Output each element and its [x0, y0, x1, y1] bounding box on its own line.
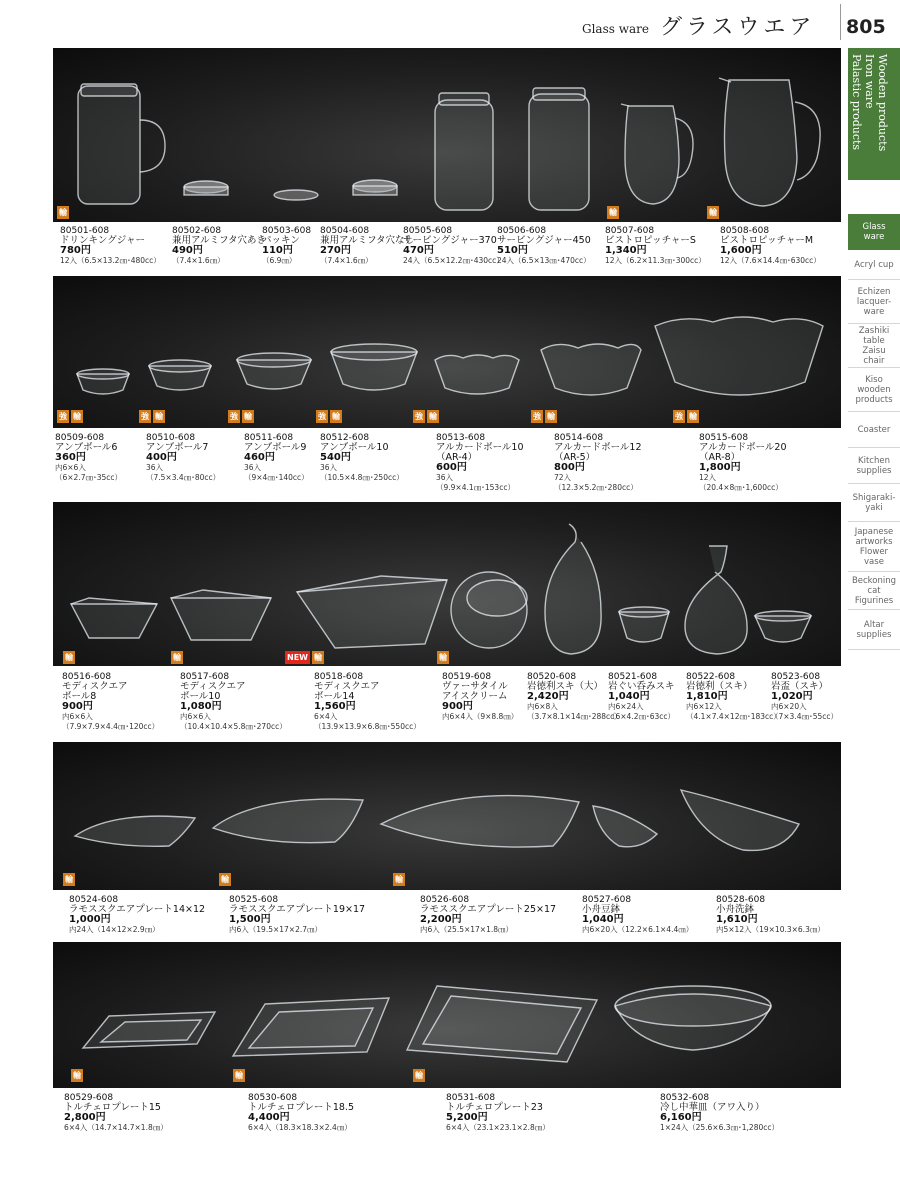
product-code: 80502-608 [172, 226, 222, 236]
product-detail: 24入（6.5×13㎝･470cc） [497, 256, 591, 265]
product-item [69, 895, 205, 935]
product-price: 1,340円 [605, 245, 647, 256]
product-name: パッキン [262, 235, 300, 246]
product-item [320, 226, 414, 266]
product-item [771, 672, 838, 722]
product-photo-panel-row3 [53, 502, 841, 666]
product-name: モディスクエア ボール10 [180, 681, 246, 702]
product-price: 110円 [262, 245, 293, 256]
import-badge: 輸 [221, 875, 229, 884]
product-item [320, 433, 404, 483]
strong-badge: 強 [415, 412, 423, 421]
product-photo-panel-row2 [53, 276, 841, 428]
product-item [446, 1093, 550, 1133]
product-name: アンブボール7 [146, 442, 209, 453]
product-price: 2,200円 [420, 914, 462, 925]
product-price: 1,600円 [720, 245, 762, 256]
import-badge: 輸 [429, 412, 437, 421]
product-price: 1,040円 [582, 914, 624, 925]
product-code: 80508-608 [720, 226, 770, 236]
product-name: ビストロピッチャーS [605, 235, 696, 246]
product-code: 80531-608 [446, 1093, 496, 1103]
product-item [442, 672, 518, 722]
import-badge: 輸 [235, 1071, 243, 1080]
import-badge: 輸 [395, 875, 403, 884]
product-code: 80506-608 [497, 226, 547, 236]
product-detail: 内6×12入 （4.1×7.4×12㎝･183cc） [686, 702, 781, 721]
product-item [180, 672, 287, 732]
product-item [172, 226, 266, 266]
product-photo-panel-row1 [53, 48, 841, 222]
product-name: トルチェロプレート15 [64, 1102, 161, 1113]
product-code: 80510-608 [146, 433, 196, 443]
product-detail: 1×24入（25.6×6.3㎝･1,280cc） [660, 1123, 779, 1132]
product-name: 岩徳利スキ（大） [527, 681, 604, 692]
product-item [403, 226, 504, 266]
product-price: 400円 [146, 452, 177, 463]
sidebar-item[interactable]: Kitchen supplies [848, 448, 900, 484]
product-item [660, 1093, 779, 1133]
product-name: サービングジャー450 [497, 235, 591, 246]
product-detail: 12入（7.6×14.4㎝･630cc） [720, 256, 821, 265]
product-code: 80519-608 [442, 672, 492, 682]
product-item [60, 226, 161, 266]
sidebar-nav [848, 214, 900, 650]
product-code: 80503-608 [262, 226, 312, 236]
product-item [248, 1093, 354, 1133]
product-price: 360円 [55, 452, 86, 463]
product-price: 1,610円 [716, 914, 758, 925]
glassware-illustration [53, 276, 841, 428]
product-detail: 内6×6入 （7.9×7.9×4.4㎝･120cc） [62, 712, 160, 731]
product-code: 80501-608 [60, 226, 110, 236]
product-name: ヴァーサタイル アイスクリーム [442, 681, 508, 702]
header-title-jp: グラスウエア [660, 15, 816, 40]
product-item [699, 433, 787, 493]
product-name: アンブボール10 [320, 442, 389, 453]
product-item [55, 433, 122, 483]
product-detail: 内6×20入 （7×3.4㎝･55cc） [771, 702, 839, 721]
product-name: 岩徳利（スキ） [686, 681, 753, 692]
strong-badge: 強 [318, 412, 326, 421]
product-detail: 6×4入（23.1×23.1×2.8㎝） [446, 1123, 550, 1132]
product-item [497, 226, 591, 266]
product-code: 80524-608 [69, 895, 119, 905]
product-code: 80515-608 [699, 433, 749, 443]
import-badge: 輸 [59, 208, 67, 217]
product-detail: 内6入（25.5×17×1.8㎝） [420, 925, 514, 934]
product-item [420, 895, 556, 935]
product-item [62, 672, 159, 732]
sidebar-item[interactable]: Altar supplies [848, 610, 900, 650]
product-code: 80504-608 [320, 226, 370, 236]
product-price: 900円 [62, 701, 93, 712]
import-badge: 輸 [73, 1071, 81, 1080]
strong-badge: 強 [141, 412, 149, 421]
product-item [64, 1093, 168, 1133]
product-name: 岩ぐい呑みスキ [608, 681, 675, 692]
product-code: 80505-608 [403, 226, 453, 236]
product-price: 1,040円 [608, 691, 650, 702]
product-detail: 6×4入（14.7×14.7×1.8㎝） [64, 1123, 168, 1132]
import-badge: 輸 [609, 208, 617, 217]
header-divider [840, 4, 841, 40]
product-price: 6,160円 [660, 1112, 702, 1123]
product-detail: 内6×20入（12.2×6.1×4.4㎝） [582, 925, 694, 934]
product-code: 80517-608 [180, 672, 230, 682]
sidebar-item[interactable]: Glass ware [848, 214, 900, 250]
product-code: 80512-608 [320, 433, 370, 443]
product-code: 80526-608 [420, 895, 470, 905]
product-code: 80523-608 [771, 672, 821, 682]
product-name: トルチェロプレート18.5 [248, 1102, 354, 1113]
strong-badge: 強 [675, 412, 683, 421]
product-price: 490円 [172, 245, 203, 256]
product-name: 小舟洗鉢 [716, 904, 755, 915]
product-detail: 内6×8入 （3.7×8.1×14㎝･288cc） [527, 702, 622, 721]
product-code: 80509-608 [55, 433, 105, 443]
product-price: 4,400円 [248, 1112, 290, 1123]
import-badge: 輸 [155, 412, 163, 421]
import-badge: 輸 [547, 412, 555, 421]
product-name: アルカードボール10 （AR-4） [436, 442, 524, 463]
product-detail: 12入（6.2×11.3㎝･300cc） [605, 256, 706, 265]
product-price: 510円 [497, 245, 528, 256]
product-code: 80520-608 [527, 672, 577, 682]
product-detail: 内24入（14×12×2.9㎝） [69, 925, 160, 934]
product-price: 1,500円 [229, 914, 271, 925]
sidebar-item[interactable]: Zashiki table Zaisu chair [848, 324, 900, 368]
badge-group [707, 206, 719, 219]
strong-badge: 強 [533, 412, 541, 421]
sidebar-item[interactable]: Shigaraki- yaki [848, 484, 900, 522]
product-name: 兼用アルミフタ穴なし [320, 235, 414, 246]
product-name: トルチェロプレート23 [446, 1102, 543, 1113]
product-item [314, 672, 421, 732]
glassware-illustration [53, 48, 841, 222]
product-code: 80530-608 [248, 1093, 298, 1103]
glassware-illustration [53, 942, 841, 1088]
strong-badge: 強 [59, 412, 67, 421]
product-item [146, 433, 220, 483]
header-title-en: Glass ware [582, 22, 649, 36]
product-code: 80516-608 [62, 672, 112, 682]
import-badge: 輸 [709, 208, 717, 217]
product-item [244, 433, 309, 483]
product-price: 540円 [320, 452, 351, 463]
product-name: ラモススクエアプレート19×17 [229, 904, 366, 915]
product-item [229, 895, 365, 935]
product-item [686, 672, 781, 722]
product-detail: 36入 （10.5×4.8㎝･250cc） [320, 463, 404, 482]
product-detail: 内6×6入 （10.4×10.4×5.8㎝･270cc） [180, 712, 287, 731]
import-badge: 輸 [73, 412, 81, 421]
glassware-illustration [53, 502, 841, 666]
page-number: 805 [846, 16, 886, 38]
product-code: 80521-608 [608, 672, 658, 682]
product-detail: 36入 （9×4㎝･140cc） [244, 463, 309, 482]
new-badge: NEW [287, 653, 308, 662]
product-detail: （7.4×1.6㎝） [320, 256, 373, 265]
badge-group [607, 206, 619, 219]
product-detail: 12入（6.5×13.2㎝･480cc） [60, 256, 161, 265]
product-name: ドリンキングジャー [60, 235, 146, 246]
product-detail: 内6×4入（9×8.8㎝） [442, 712, 519, 721]
product-name: アルカードボール20 （AR-8） [699, 442, 787, 463]
product-price: 600円 [436, 462, 467, 473]
strong-badge: 強 [230, 412, 238, 421]
sidebar-item[interactable]: Japanese artworks Flower vase [848, 522, 900, 572]
product-detail: （7.4×1.6㎝） [172, 256, 225, 265]
product-price: 470円 [403, 245, 434, 256]
product-detail: 内6×6入 （6×2.7㎝･35cc） [55, 463, 123, 482]
product-item [262, 226, 311, 266]
import-badge: 輸 [173, 653, 181, 662]
product-price: 1,080円 [180, 701, 222, 712]
product-price: 900円 [442, 701, 473, 712]
product-detail: （6.9㎝） [262, 256, 297, 265]
product-code: 80529-608 [64, 1093, 114, 1103]
import-badge: 輸 [65, 875, 73, 884]
product-code: 80532-608 [660, 1093, 710, 1103]
product-code: 80525-608 [229, 895, 279, 905]
product-detail: 内6入（19.5×17×2.7㎝） [229, 925, 323, 934]
product-item [582, 895, 693, 935]
product-price: 1,810円 [686, 691, 728, 702]
product-price: 270円 [320, 245, 351, 256]
product-detail: 内6×24入 （6×4.2㎝･63cc） [608, 702, 676, 721]
product-price: 5,200円 [446, 1112, 488, 1123]
product-code: 80528-608 [716, 895, 766, 905]
product-code: 80511-608 [244, 433, 294, 443]
sidebar-item[interactable]: Beckoning cat Figurines [848, 572, 900, 610]
product-detail: 6×4入（18.3×18.3×2.4㎝） [248, 1123, 352, 1132]
product-photo-panel-row5 [53, 942, 841, 1088]
import-badge: 輸 [415, 1071, 423, 1080]
product-name: モディスクエア ボール8 [62, 681, 128, 702]
product-name: 兼用アルミフタ穴あき [172, 235, 266, 246]
product-item [554, 433, 642, 493]
product-detail: 36入 （7.5×3.4㎝･80cc） [146, 463, 221, 482]
product-name: ビストロピッチャーM [720, 235, 814, 246]
product-detail: 72入 （12.3×5.2㎝･280cc） [554, 473, 638, 492]
product-price: 1,560円 [314, 701, 356, 712]
product-name: アンブボール6 [55, 442, 118, 453]
product-price: 2,800円 [64, 1112, 106, 1123]
product-name: ラモススクエアプレート25×17 [420, 904, 557, 915]
product-detail: 12入 （20.4×8㎝･1,600cc） [699, 473, 783, 492]
sidebar-item[interactable]: Kiso wooden products [848, 368, 900, 412]
glassware-illustration [53, 742, 841, 890]
sidebar-item[interactable]: Echizen lacquer- ware [848, 280, 900, 324]
product-name: モディスクエア ボール14 [314, 681, 380, 702]
product-code: 80527-608 [582, 895, 632, 905]
product-detail: 36入 （9.9×4.1㎝･153cc） [436, 473, 515, 492]
product-code: 80514-608 [554, 433, 604, 443]
product-detail: 6×4入 （13.9×13.9×6.8㎝･550cc） [314, 712, 421, 731]
product-item [436, 433, 524, 493]
product-detail: 24入（6.5×12.2㎝･430cc） [403, 256, 504, 265]
product-price: 1,000円 [69, 914, 111, 925]
import-badge: 輸 [313, 653, 322, 662]
product-price: 2,420円 [527, 691, 569, 702]
product-name: 冷し中華皿（アワ入り） [660, 1102, 765, 1113]
product-price: 800円 [554, 462, 585, 473]
product-name: サービングジャー370 [403, 235, 497, 246]
category-tab-label: Wooden products Iron ware Palastic products [850, 54, 889, 152]
product-item [605, 226, 706, 266]
import-badge: 輸 [439, 653, 447, 662]
category-tab[interactable] [848, 48, 900, 180]
product-item [608, 672, 675, 722]
product-item [716, 895, 825, 935]
import-badge: 輸 [332, 412, 340, 421]
product-price: 460円 [244, 452, 275, 463]
badge-group [57, 206, 69, 219]
product-code: 80522-608 [686, 672, 736, 682]
product-name: アンブボール9 [244, 442, 307, 453]
product-code: 80513-608 [436, 433, 486, 443]
product-photo-panel-row4 [53, 742, 841, 890]
product-price: 1,020円 [771, 691, 813, 702]
product-price: 1,800円 [699, 462, 741, 473]
import-badge: 輸 [689, 412, 697, 421]
product-name: 小舟豆鉢 [582, 904, 621, 915]
import-badge: 輸 [244, 412, 252, 421]
product-code: 80507-608 [605, 226, 655, 236]
product-price: 780円 [60, 245, 91, 256]
product-code: 80518-608 [314, 672, 364, 682]
sidebar-item[interactable]: Acryl cup [848, 250, 900, 280]
import-badge: 輸 [65, 653, 73, 662]
product-name: アルカードボール12 （AR-5） [554, 442, 642, 463]
product-name: 岩盃（スキ） [771, 681, 829, 692]
sidebar-item[interactable]: Coaster [848, 412, 900, 448]
product-name: ラモススクエアプレート14×12 [69, 904, 206, 915]
product-item [720, 226, 821, 266]
product-detail: 内5×12入（19×10.3×6.3㎝） [716, 925, 825, 934]
